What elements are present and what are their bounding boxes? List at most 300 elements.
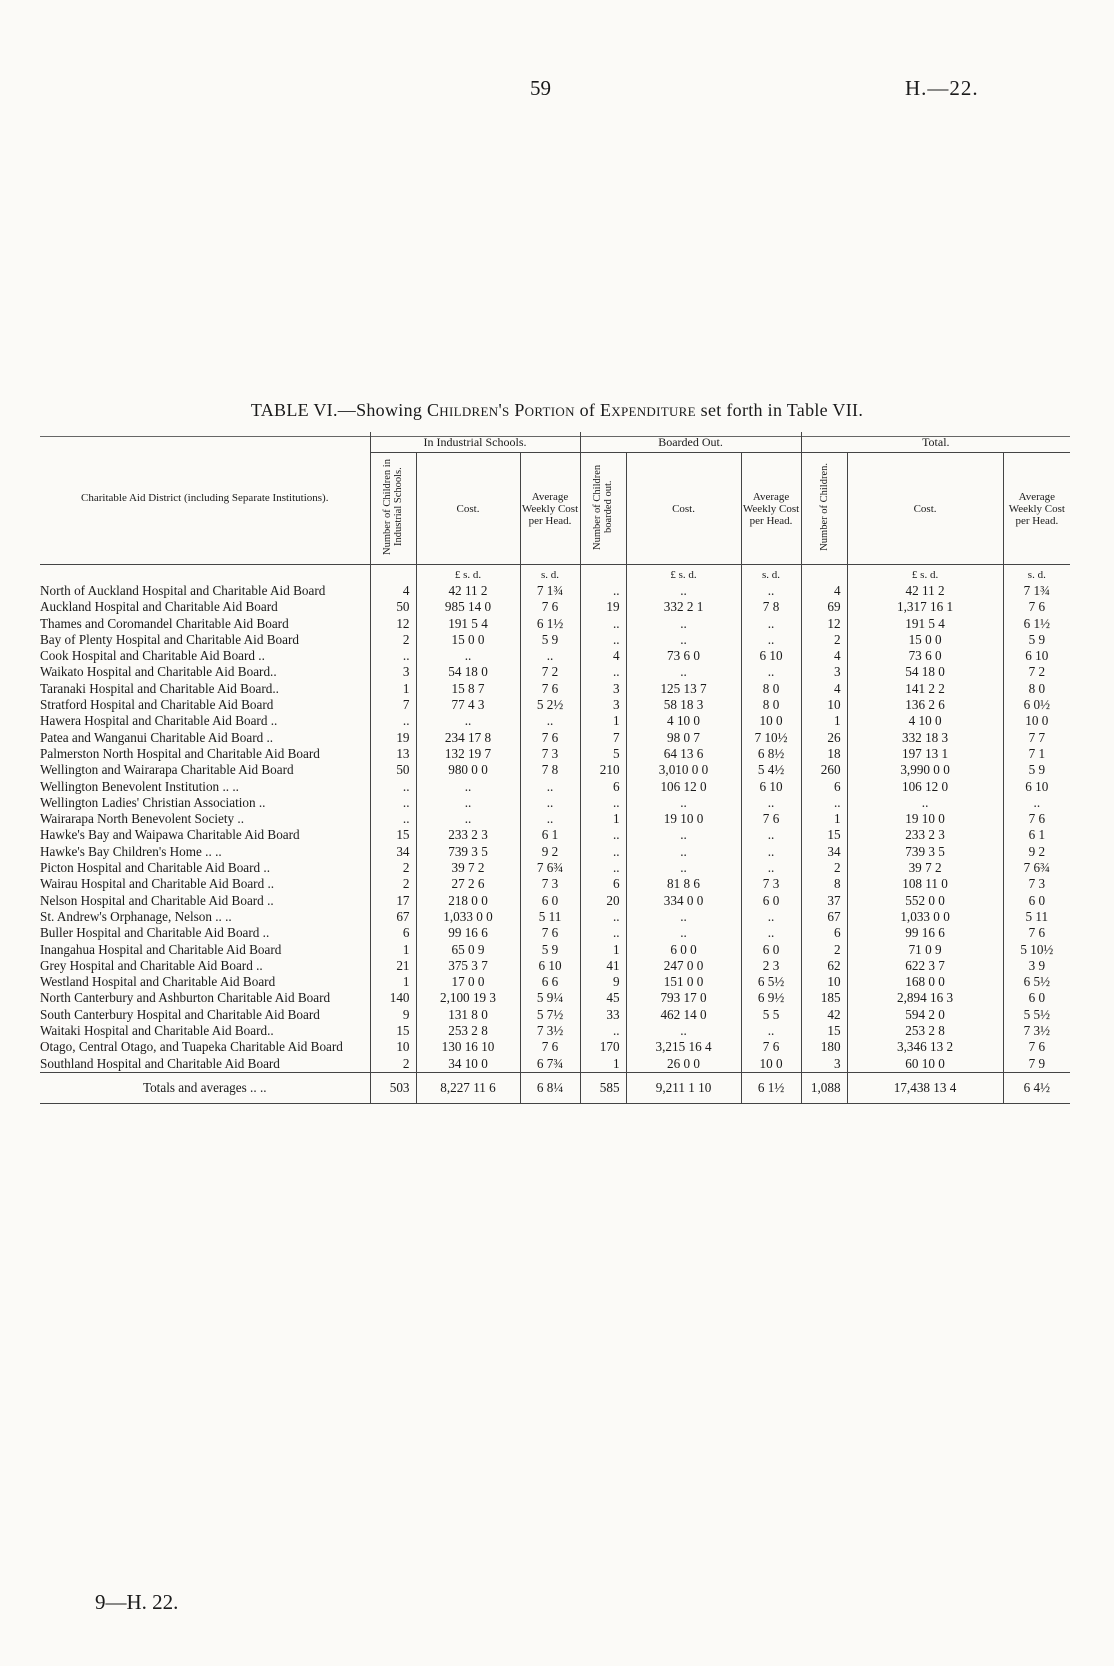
- ind-cost: 985 14 0: [416, 599, 520, 615]
- ind-cost: 34 10 0: [416, 1056, 520, 1073]
- totals-bo-number: 585: [580, 1072, 626, 1103]
- totals-bo-weekly: 6 1½: [741, 1072, 801, 1103]
- table-row: [40, 632, 1070, 648]
- tot-cost: 60 10 0: [847, 1056, 1003, 1073]
- district-name: Bay of Plenty Hospital and Charitable Aid Board: [40, 632, 370, 648]
- bo-number: ..: [580, 616, 626, 632]
- ind-number-header: Number of Children in Industrial Schools.: [370, 453, 416, 565]
- table-row: [40, 664, 1070, 680]
- table-row: [40, 730, 1070, 746]
- ind-cost: ..: [416, 811, 520, 827]
- district-name: Hawke's Bay Children's Home .. ..: [40, 844, 370, 860]
- ind-cost: 2,100 19 3: [416, 990, 520, 1006]
- ind-weekly: 5 2½: [520, 697, 580, 713]
- ind-cost: ..: [416, 779, 520, 795]
- bo-cost-header: Cost.: [626, 453, 741, 565]
- tot-number: 42: [801, 1007, 847, 1023]
- tot-weekly: 7 6¾: [1023, 860, 1050, 876]
- ind-weekly: ..: [520, 811, 580, 827]
- bo-number: 1: [580, 942, 626, 958]
- ind-weekly: 5 7½: [520, 1007, 580, 1023]
- ind-cost: 27 2 6: [416, 876, 520, 892]
- bo-number: ..: [580, 925, 626, 941]
- ind-cost: 253 2 8: [416, 1023, 520, 1039]
- tot-number: 8: [801, 876, 847, 892]
- ind-weekly: 7 6: [520, 1039, 580, 1055]
- bo-cost: ..: [626, 632, 741, 648]
- tot-weekly-units: s. d.: [1027, 568, 1046, 581]
- totals-tot-cost: 17,438 13 4: [847, 1072, 1003, 1103]
- totals-tot-weekly: 6 4½: [1003, 1072, 1070, 1103]
- table-row: [40, 681, 1070, 697]
- bo-cost: ..: [626, 583, 741, 599]
- ind-number: 4: [370, 583, 416, 599]
- bo-weekly: ..: [741, 925, 801, 941]
- ind-number: ..: [370, 648, 416, 664]
- bo-cost: 3,010 0 0: [626, 762, 741, 778]
- tot-number: 6: [801, 925, 847, 941]
- ind-weekly: 7 6¾: [520, 860, 580, 876]
- ind-cost: 65 0 9: [416, 942, 520, 958]
- ind-number: 13: [370, 746, 416, 762]
- table-row: [40, 811, 1070, 827]
- bo-number: 45: [580, 990, 626, 1006]
- bo-weekly: ..: [741, 860, 801, 876]
- tot-cost: 594 2 0: [847, 1007, 1003, 1023]
- tot-weekly-header: Average Weekly Cost per Head.: [1003, 453, 1070, 565]
- table-row: [40, 762, 1070, 778]
- bo-number: 6: [580, 779, 626, 795]
- tot-weekly: 5 5½: [1023, 1006, 1050, 1022]
- ind-cost: 1,033 0 0: [416, 909, 520, 925]
- ind-cost: 17 0 0: [416, 974, 520, 990]
- bo-weekly: ..: [741, 632, 801, 648]
- tot-cost-header: Cost.: [847, 453, 1003, 565]
- district-name: Auckland Hospital and Charitable Aid Board: [40, 599, 370, 615]
- tot-number: 6: [801, 779, 847, 795]
- ind-number: 2: [370, 876, 416, 892]
- tot-weekly: 5 9: [1028, 762, 1046, 778]
- tot-cost: 54 18 0: [847, 664, 1003, 680]
- bo-number: 20: [580, 893, 626, 909]
- ind-weekly: 9 2: [520, 844, 580, 860]
- ind-weekly: ..: [520, 779, 580, 795]
- ind-weekly: 7 2: [520, 664, 580, 680]
- totals-row: [40, 1072, 1070, 1103]
- tot-cost: 106 12 0: [847, 779, 1003, 795]
- tot-weekly: 6 5½: [1023, 974, 1050, 990]
- tot-weekly: 6 0: [1028, 990, 1046, 1006]
- table-row: [40, 1039, 1070, 1055]
- tot-number: 15: [801, 1023, 847, 1039]
- tot-cost: 332 18 3: [847, 730, 1003, 746]
- ind-weekly: 5 9: [520, 632, 580, 648]
- district-name: Inangahua Hospital and Charitable Aid Board: [40, 942, 370, 958]
- bo-number: 41: [580, 958, 626, 974]
- table-row: [40, 893, 1070, 909]
- table-row: [40, 974, 1070, 990]
- district-name: Wellington and Wairarapa Charitable Aid Board: [40, 762, 370, 778]
- tot-cost: 71 0 9: [847, 942, 1003, 958]
- bo-weekly: 7 8: [741, 599, 801, 615]
- totals-bo-cost: 9,211 1 10: [626, 1072, 741, 1103]
- bo-weekly: 7 6: [741, 1039, 801, 1055]
- tot-number: 67: [801, 909, 847, 925]
- ind-number: ..: [370, 713, 416, 729]
- tot-weekly: 7 2: [1028, 664, 1046, 680]
- total-group-header: Total.: [801, 432, 1070, 453]
- bo-weekly: 6 10: [741, 648, 801, 664]
- bo-number: 1: [580, 811, 626, 827]
- bo-number: ..: [580, 860, 626, 876]
- bo-cost: ..: [626, 860, 741, 876]
- table-row: [40, 827, 1070, 843]
- table-row: [40, 1007, 1070, 1023]
- tot-cost: 197 13 1: [847, 746, 1003, 762]
- bo-number: 3: [580, 681, 626, 697]
- ind-number: ..: [370, 795, 416, 811]
- totals-ind-number: 503: [370, 1072, 416, 1103]
- bo-cost: 26 0 0: [626, 1056, 741, 1073]
- boarded-group-header: Boarded Out.: [580, 432, 801, 453]
- bo-cost: 106 12 0: [626, 779, 741, 795]
- bo-number: ..: [580, 583, 626, 599]
- bo-cost: 462 14 0: [626, 1007, 741, 1023]
- bo-number: ..: [580, 1023, 626, 1039]
- bo-weekly: ..: [741, 909, 801, 925]
- tot-weekly: 7 9: [1028, 1055, 1046, 1071]
- title-children-portion: Children's Portion: [427, 400, 575, 420]
- district-name: St. Andrew's Orphanage, Nelson .. ..: [40, 909, 370, 925]
- bo-weekly: 6 0: [741, 942, 801, 958]
- ind-number: 6: [370, 925, 416, 941]
- totals-label: Totals and averages .. ..: [40, 1072, 370, 1103]
- bo-number: 9: [580, 974, 626, 990]
- totals-ind-cost: 8,227 11 6: [416, 1072, 520, 1103]
- ind-weekly: 6 6: [520, 974, 580, 990]
- district-name: Southland Hospital and Charitable Aid Board: [40, 1056, 370, 1073]
- tot-weekly: 6 1: [1028, 827, 1046, 843]
- tot-weekly: 7 3: [1028, 876, 1046, 892]
- tot-cost: 99 16 6: [847, 925, 1003, 941]
- table-row: [40, 583, 1070, 599]
- ind-number: 1: [370, 681, 416, 697]
- tot-number: 2: [801, 632, 847, 648]
- ind-cost: 39 7 2: [416, 860, 520, 876]
- bo-weekly: 7 3: [741, 876, 801, 892]
- district-name: Cook Hospital and Charitable Aid Board ..: [40, 648, 370, 664]
- bo-number: 210: [580, 762, 626, 778]
- tot-cost: ..: [847, 795, 1003, 811]
- bo-number: 4: [580, 648, 626, 664]
- tot-number: 4: [801, 648, 847, 664]
- tot-weekly: 7 6: [1028, 811, 1046, 827]
- table-row: [40, 616, 1070, 632]
- bo-cost: 64 13 6: [626, 746, 741, 762]
- ind-weekly: 6 7¾: [520, 1056, 580, 1073]
- ind-cost: ..: [416, 795, 520, 811]
- tot-number: 4: [801, 681, 847, 697]
- tot-weekly: 7 7: [1028, 729, 1046, 745]
- bo-cost: 332 2 1: [626, 599, 741, 615]
- bo-number: 1: [580, 713, 626, 729]
- table-row: [40, 779, 1070, 795]
- tot-cost: 739 3 5: [847, 844, 1003, 860]
- ind-weekly: 7 3: [520, 876, 580, 892]
- bo-number: 5: [580, 746, 626, 762]
- bo-weekly: 6 8½: [741, 746, 801, 762]
- ind-weekly: 6 10: [520, 958, 580, 974]
- tot-number: 69: [801, 599, 847, 615]
- bo-cost: ..: [626, 844, 741, 860]
- tot-cost: 42 11 2: [847, 583, 1003, 599]
- table-row: [40, 844, 1070, 860]
- bo-weekly: 6 0: [741, 893, 801, 909]
- bo-number: 3: [580, 697, 626, 713]
- tot-cost: 15 0 0: [847, 632, 1003, 648]
- bo-cost: 3,215 16 4: [626, 1039, 741, 1055]
- bo-cost: 81 8 6: [626, 876, 741, 892]
- table-row: [40, 713, 1070, 729]
- ind-weekly: 7 3½: [520, 1023, 580, 1039]
- tot-weekly: 6 1½: [1023, 615, 1050, 631]
- district-name: Westland Hospital and Charitable Aid Board: [40, 974, 370, 990]
- bo-weekly: ..: [741, 844, 801, 860]
- district-name: North of Auckland Hospital and Charitable Aid Board: [40, 583, 370, 599]
- district-name: Hawke's Bay and Waipawa Charitable Aid Board: [40, 827, 370, 843]
- ind-number: 21: [370, 958, 416, 974]
- ind-number: ..: [370, 811, 416, 827]
- ind-number: 7: [370, 697, 416, 713]
- bo-cost: 334 0 0: [626, 893, 741, 909]
- ind-weekly: 6 1½: [520, 616, 580, 632]
- tot-number: 2: [801, 860, 847, 876]
- tot-weekly: 7 6: [1028, 925, 1046, 941]
- district-name: Buller Hospital and Charitable Aid Board ..: [40, 925, 370, 941]
- ind-cost: 191 5 4: [416, 616, 520, 632]
- tot-weekly: 6 10: [1025, 648, 1049, 664]
- table-row: [40, 958, 1070, 974]
- tot-number: 2: [801, 942, 847, 958]
- district-name: Wairau Hospital and Charitable Aid Board ..: [40, 876, 370, 892]
- tot-cost: 552 0 0: [847, 893, 1003, 909]
- bo-weekly-header: Average Weekly Cost per Head.: [741, 453, 801, 565]
- ind-number: 19: [370, 730, 416, 746]
- bo-number: 170: [580, 1039, 626, 1055]
- ind-weekly: 5 9: [520, 942, 580, 958]
- bo-cost: ..: [626, 1023, 741, 1039]
- tot-weekly: 5 9: [1028, 631, 1046, 647]
- tot-number: 12: [801, 616, 847, 632]
- ind-number: 15: [370, 827, 416, 843]
- tot-number: 26: [801, 730, 847, 746]
- district-name: Picton Hospital and Charitable Aid Board ..: [40, 860, 370, 876]
- tot-weekly: 7 3½: [1023, 1023, 1050, 1039]
- bo-number: ..: [580, 827, 626, 843]
- tot-weekly: 10 0: [1025, 713, 1049, 729]
- bo-weekly: ..: [741, 795, 801, 811]
- table-row: [40, 1023, 1070, 1039]
- ind-weekly: 7 8: [520, 762, 580, 778]
- ind-cost: ..: [416, 713, 520, 729]
- district-name: Palmerston North Hospital and Charitable Aid Board: [40, 746, 370, 762]
- district-name: Patea and Wanganui Charitable Aid Board ..: [40, 730, 370, 746]
- table-row: [40, 925, 1070, 941]
- bo-number: ..: [580, 844, 626, 860]
- ind-cost: 54 18 0: [416, 664, 520, 680]
- ind-cost: ..: [416, 648, 520, 664]
- tot-cost: 141 2 2: [847, 681, 1003, 697]
- bo-weekly: 5 4½: [741, 762, 801, 778]
- bo-number: 19: [580, 599, 626, 615]
- tot-cost: 191 5 4: [847, 616, 1003, 632]
- tot-number: 260: [801, 762, 847, 778]
- tot-number: 62: [801, 958, 847, 974]
- tot-cost: 233 2 3: [847, 827, 1003, 843]
- industrial-group-header: In Industrial Schools.: [370, 432, 580, 453]
- page-footer: 9—H. 22.: [95, 1590, 179, 1614]
- tot-weekly: 7 6: [1028, 599, 1046, 615]
- bo-weekly: 10 0: [741, 1056, 801, 1073]
- tot-number: 1: [801, 811, 847, 827]
- ind-number: 50: [370, 762, 416, 778]
- tot-number: 37: [801, 893, 847, 909]
- district-name: Taranaki Hospital and Charitable Aid Board..: [40, 681, 370, 697]
- ind-weekly: 7 6: [520, 599, 580, 615]
- tot-weekly: 6 0: [1028, 892, 1046, 908]
- bo-weekly: 7 6: [741, 811, 801, 827]
- tot-weekly: 8 0: [1028, 680, 1046, 696]
- bo-cost: 247 0 0: [626, 958, 741, 974]
- table-row: [40, 990, 1070, 1006]
- title-prefix: TABLE VI.—Showing: [250, 400, 427, 420]
- tot-weekly: 9 2: [1028, 843, 1046, 859]
- district-name: Grey Hospital and Charitable Aid Board ..: [40, 958, 370, 974]
- tot-number: 3: [801, 664, 847, 680]
- table-row: [40, 942, 1070, 958]
- district-name: Hawera Hospital and Charitable Aid Board ..: [40, 713, 370, 729]
- bo-cost: ..: [626, 827, 741, 843]
- bo-cost: 6 0 0: [626, 942, 741, 958]
- ind-cost: 233 2 3: [416, 827, 520, 843]
- expenditure-table: [40, 432, 1070, 1104]
- bo-weekly: 7 10½: [741, 730, 801, 746]
- title-suffix: set forth in Table VII.: [695, 400, 864, 420]
- group-header-row: [40, 432, 1070, 453]
- table-row: [40, 876, 1070, 892]
- district-name: Stratford Hospital and Charitable Aid Board: [40, 697, 370, 713]
- tot-cost: 108 11 0: [847, 876, 1003, 892]
- ind-number: ..: [370, 779, 416, 795]
- table-row: [40, 648, 1070, 664]
- bo-weekly: 8 0: [741, 697, 801, 713]
- ind-number: 34: [370, 844, 416, 860]
- ind-number: 2: [370, 860, 416, 876]
- ind-weekly: 7 6: [520, 681, 580, 697]
- ind-weekly: ..: [520, 713, 580, 729]
- page-reference: H.—22.: [905, 76, 979, 100]
- bo-cost: 4 10 0: [626, 713, 741, 729]
- tot-cost: 19 10 0: [847, 811, 1003, 827]
- bo-weekly: 2 3: [741, 958, 801, 974]
- bo-weekly-units: s. d.: [741, 565, 801, 584]
- bo-cost: 19 10 0: [626, 811, 741, 827]
- ind-weekly: 7 3: [520, 746, 580, 762]
- ind-cost: 234 17 8: [416, 730, 520, 746]
- ind-number: 50: [370, 599, 416, 615]
- table-row: [40, 746, 1070, 762]
- ind-number: 15: [370, 1023, 416, 1039]
- bo-cost: ..: [626, 909, 741, 925]
- bo-weekly: 5 5: [741, 1007, 801, 1023]
- tot-cost: 39 7 2: [847, 860, 1003, 876]
- bo-weekly: 6 9½: [741, 990, 801, 1006]
- district-name: Waitaki Hospital and Charitable Aid Board..: [40, 1023, 370, 1039]
- district-name: Nelson Hospital and Charitable Aid Board ..: [40, 893, 370, 909]
- totals-ind-weekly: 6 8¼: [520, 1072, 580, 1103]
- ind-cost: 77 4 3: [416, 697, 520, 713]
- bo-weekly: 6 10: [741, 779, 801, 795]
- ind-weekly: ..: [520, 648, 580, 664]
- ind-cost-units: £ s. d.: [416, 565, 520, 584]
- tot-cost: 1,317 16 1: [847, 599, 1003, 615]
- district-name: Otago, Central Otago, and Tuapeka Charitable Aid Board: [40, 1039, 370, 1055]
- bo-number: ..: [580, 795, 626, 811]
- bo-weekly: ..: [741, 827, 801, 843]
- ind-cost: 375 3 7: [416, 958, 520, 974]
- bo-weekly: ..: [741, 1023, 801, 1039]
- tot-weekly: 7 6: [1028, 1039, 1046, 1055]
- tot-cost: 3,346 13 2: [847, 1039, 1003, 1055]
- district-name: Waikato Hospital and Charitable Aid Board..: [40, 664, 370, 680]
- tot-cost: 253 2 8: [847, 1023, 1003, 1039]
- district-column-header: Charitable Aid District (including Separate Institutions).: [40, 432, 370, 565]
- tot-number: 3: [801, 1056, 847, 1073]
- bo-cost: 793 17 0: [626, 990, 741, 1006]
- district-name: Thames and Coromandel Charitable Aid Board: [40, 616, 370, 632]
- tot-number: 15: [801, 827, 847, 843]
- units-row: [40, 565, 1070, 584]
- table-row: [40, 1056, 1070, 1073]
- tot-cost: 168 0 0: [847, 974, 1003, 990]
- tot-number: ..: [801, 795, 847, 811]
- tot-weekly: 7 1: [1028, 745, 1046, 761]
- ind-cost: 218 0 0: [416, 893, 520, 909]
- tot-number: 34: [801, 844, 847, 860]
- table-row: [40, 860, 1070, 876]
- tot-weekly: 7 1¾: [1023, 583, 1050, 598]
- district-name: North Canterbury and Ashburton Charitable Aid Board: [40, 990, 370, 1006]
- ind-weekly: 6 0: [520, 893, 580, 909]
- tot-weekly: 6 0½: [1023, 697, 1050, 713]
- ind-number: 2: [370, 632, 416, 648]
- bo-weekly: 8 0: [741, 681, 801, 697]
- tot-number: 185: [801, 990, 847, 1006]
- tot-weekly: 5 11: [1025, 908, 1049, 924]
- ind-weekly: 7 6: [520, 925, 580, 941]
- table-row: [40, 909, 1070, 925]
- ind-weekly: 6 1: [520, 827, 580, 843]
- title-mid: of: [574, 400, 600, 420]
- bo-weekly: ..: [741, 616, 801, 632]
- bo-weekly: 6 5½: [741, 974, 801, 990]
- tot-cost-units: £ s. d.: [847, 565, 1003, 584]
- bo-number: 1: [580, 1056, 626, 1073]
- ind-cost: 15 8 7: [416, 681, 520, 697]
- bo-weekly: ..: [741, 583, 801, 599]
- ind-number: 3: [370, 664, 416, 680]
- bo-cost: 98 0 7: [626, 730, 741, 746]
